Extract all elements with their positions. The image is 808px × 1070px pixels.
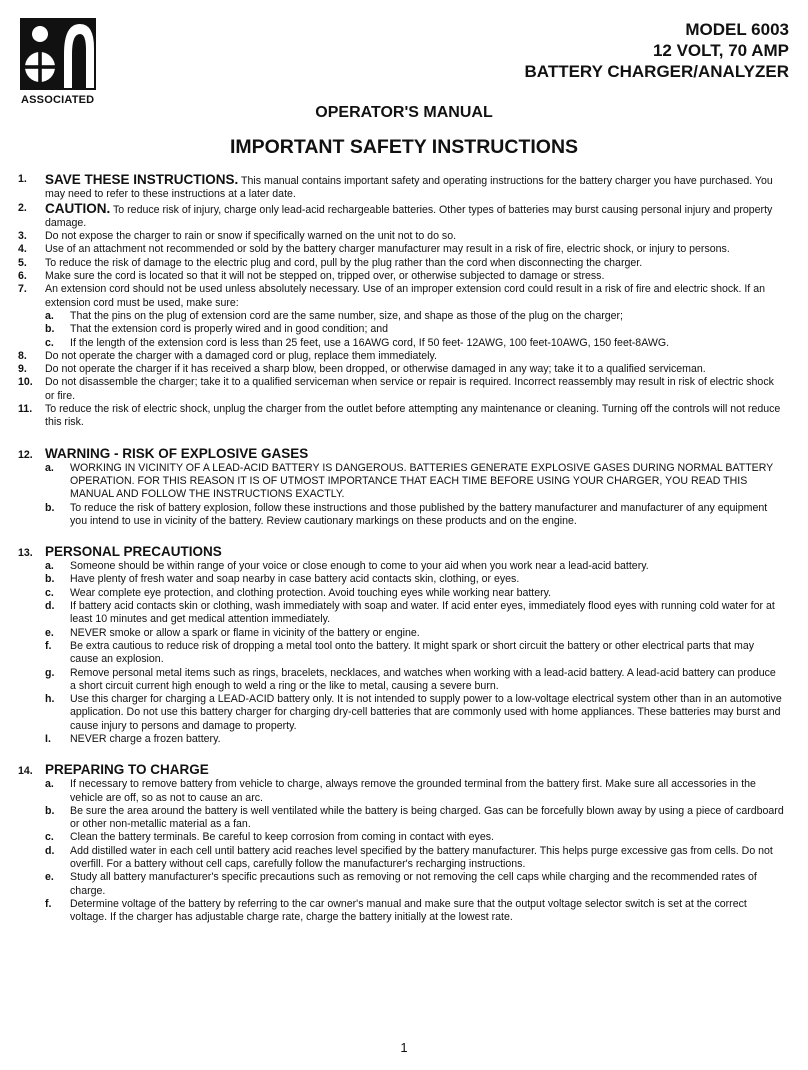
sub-item — [45, 310, 784, 323]
sub-letter: I. — [45, 732, 51, 745]
sub-text: Clean the battery terminals. Be careful to keep corrosion from coming in contact with eyes. — [70, 831, 494, 844]
item-text: To reduce the risk of electric shock, unplug the charger from the outlet before attempting any maintenance or cleaning. Turning off the controls will not reduce this risk. — [45, 403, 781, 429]
item-text: Make sure the cord is located so that it will not be stepped on, tripped over, or otherwise subjected to damage or stress. — [45, 270, 605, 283]
sub-letter: d. — [45, 600, 55, 613]
instruction-item — [18, 173, 784, 202]
sub-letter: f. — [45, 639, 52, 652]
item-number: 3. — [18, 230, 27, 243]
sub-text: Determine voltage of the battery by referring to the car owner's manual and make sure that the output voltage selector switch is set at the correct voltage. If the charger has adjustable charge rate, charge the battery initially at the lowest rate. — [70, 897, 747, 924]
sub-letter: e. — [45, 626, 54, 639]
section-heading: PERSONAL PRECAUTIONS — [45, 544, 222, 560]
item-lead: CAUTION. — [45, 200, 111, 216]
sub-text: NEVER smoke or allow a spark or flame in vicinity of the battery or engine. — [70, 626, 420, 639]
section-number: 14. — [18, 765, 33, 778]
sub-text: To reduce the risk of battery explosion, follow these instructions and those published by the battery manufacturer and manufacturer of any equipment you intend to use in vicinity of the battery. Review cautionary markings on these products and on the engine. — [70, 501, 768, 527]
item-text: Do not operate the charger with a damaged cord or plug, replace them immediately. — [45, 349, 437, 362]
instruction-item — [18, 202, 784, 231]
sub-item — [45, 871, 784, 898]
instruction-item — [18, 230, 784, 243]
sub-item — [45, 778, 784, 805]
item-text: This manual contains important safety and operating instructions for the battery charger you have purchased. You may need to refer to these instructions at a later date. — [45, 175, 773, 201]
sub-text: Study all battery manufacturer's specific precautions such as removing or not removing the cell caps while charging and the recommended rates of charge. — [70, 871, 757, 897]
item-number: 5. — [18, 256, 27, 269]
sub-item — [45, 667, 784, 694]
section-preparing-to-charge — [18, 761, 784, 924]
item-number: 11. — [18, 403, 33, 416]
sub-item — [45, 502, 784, 529]
item-number: 2. — [18, 201, 27, 214]
item-number: 4. — [18, 243, 27, 256]
logo-wordmark: ASSOCIATED — [21, 94, 95, 106]
sub-item — [45, 587, 784, 600]
sub-letter: a. — [45, 560, 54, 573]
instruction-item — [18, 363, 784, 376]
sub-letter: c. — [45, 831, 54, 844]
item-text: Do not expose the charger to rain or snow if specifically warned on the unit not to do so. — [45, 230, 457, 243]
sub-letter: a. — [45, 461, 54, 474]
instruction-item — [18, 376, 784, 403]
sub-text: Add distilled water in each cell until battery acid reaches level specified by the battery manufacturer. This helps purge excessive gas from cells. Do not overfill. For a battery without cell caps, carefully follow the manufacturer's recharging instructions. — [70, 844, 773, 871]
sub-letter: b. — [45, 323, 55, 336]
sub-item — [45, 733, 784, 746]
section-number: 12. — [18, 448, 33, 461]
instruction-item — [18, 243, 784, 256]
sub-item — [45, 560, 784, 573]
sub-item — [45, 640, 784, 667]
sub-letter: a. — [45, 778, 54, 791]
sub-text: Use this charger for charging a LEAD-ACID battery only. It is not intended to supply power to a low-voltage electrical system other than in an automotive application. Do not use this battery charger for charging dry-cell batteries that are commonly used with home appliances. These batteries may burst and cause injury to persons and damage to property. — [70, 693, 782, 732]
sub-letter: c. — [45, 336, 54, 349]
sub-text: Be extra cautious to reduce risk of dropping a metal tool onto the battery. It might spark or short circuit the battery or other electrical parts that may cause an explosion. — [70, 639, 755, 666]
sub-letter: g. — [45, 666, 55, 679]
section-personal-precautions — [18, 543, 784, 746]
sub-item — [45, 323, 784, 336]
sub-item — [45, 831, 784, 844]
sub-text: If battery acid contacts skin or clothing, wash immediately with soap and water. If acid enter eyes, immediately flood eyes with running cold water for at least 10 minutes and get medical attention immediately. — [70, 600, 775, 626]
sub-item — [45, 573, 784, 586]
model-spec: 12 VOLT, 70 AMP — [652, 41, 789, 60]
instruction-item — [18, 350, 784, 363]
section-heading: WARNING - RISK OF EXPLOSIVE GASES — [45, 445, 309, 461]
item-lead: SAVE THESE INSTRUCTIONS. — [45, 172, 239, 187]
sub-text: If necessary to remove battery from vehicle to charge, always remove the grounded terminal from the battery first. Make sure all accessories in the vehicle are off, so as not to cause an arc. — [70, 778, 756, 804]
model-header — [525, 19, 789, 82]
sub-text: Be sure the area around the battery is well ventilated while the battery is being charged. Gas can be forcefully blown away by using a piece of cardboard or other non-metallic material as a fan. — [70, 804, 784, 831]
item-number: 8. — [18, 349, 27, 362]
sub-letter: b. — [45, 573, 55, 586]
sub-text: That the extension cord is properly wired and in good condition; and — [70, 323, 389, 336]
sub-text: Remove personal metal items such as rings, bracelets, necklaces, and watches when working with a lead-acid battery. A lead-acid battery can produce a short circuit current high enough to weld a ring or the like to metal, causing a severe burn. — [70, 666, 776, 692]
sub-item — [45, 693, 784, 733]
item-number: 10. — [18, 376, 33, 389]
item-text: Use of an attachment not recommended or sold by the battery charger manufacturer may result in a risk of fire, electric shock, or injury to persons. — [45, 243, 730, 256]
associated-logo-icon — [20, 18, 96, 90]
sub-letter: a. — [45, 309, 54, 322]
instructions-list — [18, 173, 784, 925]
manual-title: OPERATOR'S MANUAL — [315, 104, 493, 121]
sub-text: Someone should be within range of your voice or close enough to come to your aid when you work near a lead-acid battery. — [70, 560, 649, 573]
instruction-item — [18, 270, 784, 283]
safety-title: IMPORTANT SAFETY INSTRUCTIONS — [229, 136, 579, 158]
item-text: Do not operate the charger if it has received a sharp blow, been dropped, or otherwise damaged in any way; take it to a qualified serviceman. — [45, 363, 706, 376]
sub-text: NEVER charge a frozen battery. — [70, 732, 221, 745]
sub-letter: c. — [45, 586, 54, 599]
item-text: To reduce the risk of damage to the electric plug and cord, pull by the plug rather than the cord when disconnecting the charger. — [45, 256, 643, 269]
sub-text: Have plenty of fresh water and soap nearby in case battery acid contacts skin, clothing, or eyes. — [70, 573, 520, 586]
sub-letter: e. — [45, 871, 54, 884]
item-number: 6. — [18, 270, 27, 283]
sub-text: If the length of the extension cord is less than 25 feet, use a 16AWG cord, If 50 feet- 12AWG, 100 feet-10AWG, 150 feet-8AWG. — [70, 336, 670, 349]
page-number: 1 — [400, 1040, 408, 1055]
instruction-item — [18, 283, 784, 349]
sub-item — [45, 600, 784, 627]
item-number: 1. — [18, 173, 27, 185]
section-heading: PREPARING TO CHARGE — [45, 762, 209, 778]
item-text: To reduce risk of injury, charge only lead-acid rechargeable batteries. Other types of batteries may burst causing personal injury and property damage. — [45, 203, 773, 229]
section-explosive-gases — [18, 445, 784, 528]
sub-letter: b. — [45, 804, 55, 817]
sub-letter: d. — [45, 844, 55, 857]
sub-item — [45, 845, 784, 872]
sub-text: That the pins on the plug of extension cord are the same number, size, and shape as those of the plug on the charger; — [70, 309, 623, 322]
sub-item — [45, 462, 784, 502]
section-number: 13. — [18, 547, 33, 560]
sub-item — [45, 337, 784, 350]
item-number: 7. — [18, 283, 27, 296]
sub-letter: f. — [45, 897, 52, 910]
sub-item — [45, 627, 784, 640]
item-text: An extension cord should not be used unless absolutely necessary. Use of an improper extension cord could result in a risk of fire and electric shock. If an extension cord must be used, make sure: — [45, 283, 765, 309]
sub-letter: b. — [45, 501, 55, 514]
instruction-item — [18, 257, 784, 270]
sub-item — [45, 898, 784, 925]
sub-letter: h. — [45, 693, 55, 706]
item-number: 9. — [18, 363, 27, 376]
model-number: MODEL 6003 — [685, 20, 789, 39]
instruction-item — [18, 403, 784, 430]
sub-item — [45, 805, 784, 832]
item-text: Do not disassemble the charger; take it to a qualified serviceman when service or repair is required. Incorrect reassembly may result in risk of electric shock or fire. — [45, 376, 774, 402]
product-name: BATTERY CHARGER/ANALYZER — [524, 62, 789, 81]
sub-text: WORKING IN VICINITY OF A LEAD-ACID BATTERY IS DANGEROUS. BATTERIES GENERATE EXPLOSIVE GASES DURING NORMAL BATTERY OPERATION. FOR THIS REASON IT IS OF UTMOST IMPORTANCE THAT EACH TIME BEFORE USING YOUR CHARGER, YOU READ THIS MANUAL AND FOLLOW THE INSTRUCTIONS EXACTLY. — [70, 461, 774, 501]
sub-text: Wear complete eye protection, and clothing protection. Avoid touching eyes while working near battery. — [70, 586, 552, 599]
